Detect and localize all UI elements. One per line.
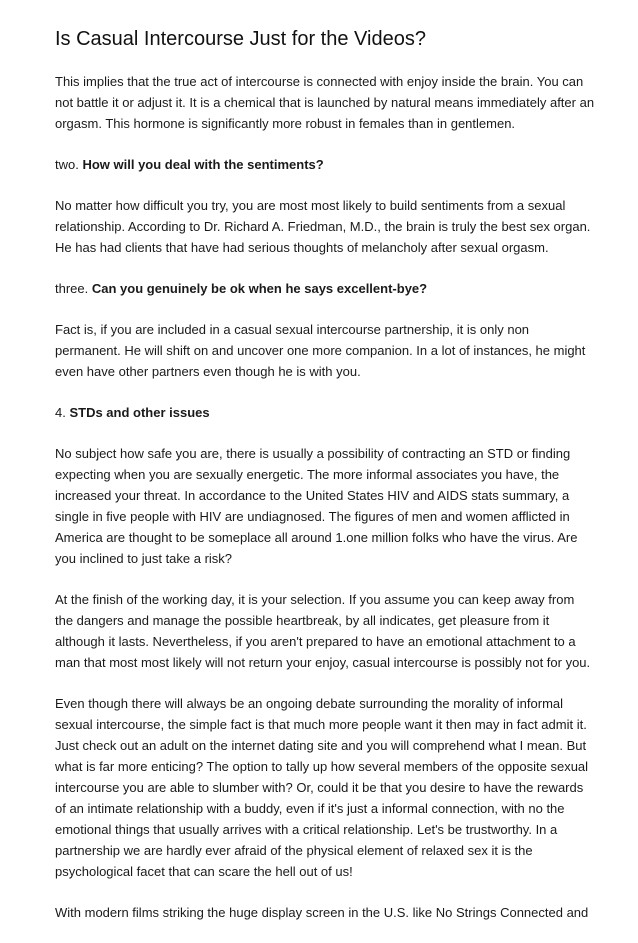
section-3-paragraph: Fact is, if you are included in a casual sexual intercourse partnership, it is only non permanent. He will shift on and uncover one more companion. In a lot of instances, he might even have other partners even though he is with you. — [55, 322, 586, 379]
section-heading-2 — [55, 154, 595, 175]
section-number: three. — [55, 281, 89, 296]
section-heading-text: STDs and other issues — [69, 405, 210, 420]
last-paragraph: With modern films striking the huge display screen in the U.S. like No Strings Connected and — [55, 905, 589, 920]
section-2-paragraph: No matter how difficult you try, you are most most likely to build sentiments from a sexual relationship. According to Dr. Richard A. Friedman, M.D., the brain is truly the best sex organ. He has had clients that have had serious thoughts of melancholy after sexual orgasm. — [55, 198, 591, 255]
section-number: two. — [55, 157, 79, 172]
document-page — [55, 26, 595, 943]
section-heading-3 — [55, 278, 595, 299]
intro-paragraph: This implies that the true act of intercourse is connected with enjoy inside the brain. You can not battle it or adjust it. It is a chemical that is launched by natural means immediately after an orgasm. This hormone is significantly more robust in females than in gentlemen. — [55, 74, 595, 131]
debate-paragraph: Even though there will always be an ongoing debate surrounding the morality of informal sexual intercourse, the simple fact is that much more people want it then may in fact admit it. Just check out an adult on the internet dating site and you will comprehend what I mean. But what is far more enticing? The option to tally up how several members of the opposite sexual intercourse you are able to slumber with? Or, could it be that you desire to have the rewards of an intimate relationship with a buddy, even if it's just a informal connection, with no the emotional things that usually arrives with a critical relationship. Let's be trustworthy. In a partnership we are hardly ever afraid of the physical element of relaxed sex it is the psychological facet that can scare the hell out of us! — [55, 696, 589, 879]
page-title: Is Casual Intercourse Just for the Videos? — [55, 28, 426, 50]
finish-paragraph: At the finish of the working day, it is your selection. If you assume you can keep away from the dangers and manage the possible heartbreak, by all indicates, get pleasure from it although it lasts. Nevertheless, if you aren't prepared to have an emotional attachment to a man that most most likely will not return your enjoy, casual intercourse is possibly not for you. — [55, 592, 591, 670]
section-heading-4 — [55, 402, 595, 423]
section-heading-text: How will you deal with the sentiments? — [82, 157, 324, 172]
section-number: 4. — [55, 405, 66, 420]
section-heading-text: Can you genuinely be ok when he says excellent-bye? — [91, 281, 428, 296]
section-4-paragraph: No subject how safe you are, there is usually a possibility of contracting an STD or finding expecting when you are sexually energetic. The more informal associates you have, the increased your threat. In accordance to the United States HIV and AIDS stats summary, a single in five people with HIV are undiagnosed. The figures of men and women afflicted in America are thought to be someplace all around 1.one million folks who have the virus. Are you inclined to just take a risk? — [55, 446, 578, 566]
